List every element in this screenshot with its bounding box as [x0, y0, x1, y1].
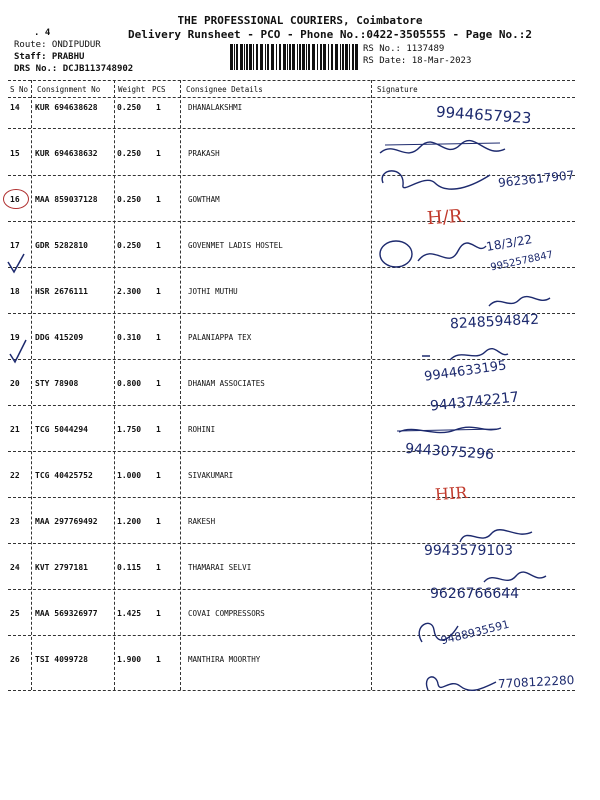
handwritten-phone: 7708122280 — [497, 673, 575, 691]
row-weight: 0.250 — [117, 103, 142, 112]
row-weight: 1.750 — [117, 425, 142, 434]
row-sno: 25 — [10, 609, 20, 618]
row-consignee: DHANALAKSHMI — [188, 103, 243, 112]
row-pcs: 1 — [156, 149, 161, 158]
row-consignee: DHANAM ASSOCIATES — [188, 379, 265, 388]
row-consignment: TSI 4099728 — [35, 655, 88, 664]
row-weight: 2.300 — [117, 287, 142, 296]
handwritten-phone: 9943579103 — [424, 543, 514, 559]
row-consignment: HSR 2676111 — [35, 287, 88, 296]
row-sno: 20 — [10, 379, 20, 388]
row-consignee: ROHINI — [188, 425, 216, 434]
row-weight: 0.800 — [117, 379, 142, 388]
row-sno: 16 — [10, 195, 20, 204]
row-weight: 0.250 — [117, 149, 142, 158]
table-row — [0, 425, 600, 471]
row-sno: 24 — [10, 563, 20, 572]
handwritten-phone: 9944633195 — [423, 358, 508, 385]
signature-scribble — [420, 670, 498, 698]
row-divider — [8, 128, 575, 129]
handwritten-phone: 9443742217 — [429, 389, 520, 415]
rs-date: RS Date: 18-Mar-2023 — [363, 56, 472, 66]
row-consignment: GDR 5282810 — [35, 241, 88, 250]
row-consignee: PRAKASH — [188, 149, 220, 158]
row-pcs: 1 — [156, 333, 161, 342]
column-header-sno: S No — [10, 85, 29, 94]
row-weight: 0.115 — [117, 563, 142, 572]
handwritten-mark: H/R — [426, 205, 464, 230]
row-pcs: 1 — [156, 379, 161, 388]
check-mark-icon — [6, 252, 26, 274]
row-pcs: 1 — [156, 287, 161, 296]
row-sno: 18 — [10, 287, 20, 296]
column-header-pcs: PCS — [152, 85, 166, 94]
table-row — [0, 609, 600, 655]
column-header-weight: Weight — [118, 85, 146, 94]
row-sno: 23 — [10, 517, 20, 526]
drs-number: DRS No.: DCJB113748902 — [14, 64, 134, 74]
handwritten-phone: 9626766644 — [430, 586, 520, 602]
circle-mark — [3, 189, 29, 209]
row-divider — [8, 497, 575, 498]
row-weight: 0.250 — [117, 195, 142, 204]
table-row — [0, 195, 600, 241]
runsheet-title — [34, 28, 600, 41]
handwritten-mark: HIR — [434, 482, 468, 505]
table-header-line — [8, 97, 575, 98]
row-sno: 21 — [10, 425, 20, 434]
row-consignment: TCG 5044294 — [35, 425, 88, 434]
row-consignee: GOWTHAM — [188, 195, 220, 204]
row-consignment: KVT 2797181 — [35, 563, 88, 572]
row-consignment: DDG 415209 — [35, 333, 84, 342]
row-consignment: TCG 40425752 — [35, 471, 93, 480]
handwritten-phone: 8248594842 — [449, 311, 540, 333]
row-pcs: 1 — [156, 195, 161, 204]
row-consignee: GOVENMET LADIS HOSTEL — [188, 241, 283, 250]
row-consignee: JOTHI MUTHU — [188, 287, 238, 296]
row-consignee: RAKESH — [188, 517, 216, 526]
row-consignment: MAA 297769492 — [35, 517, 98, 526]
signature-scribble — [375, 135, 515, 165]
route-label: Route: ONDIPUDUR — [14, 40, 101, 50]
runsheet-title-text: Delivery Runsheet - PCO - Phone No.:0422-3505555 - Page No.:2 — [128, 28, 532, 41]
row-pcs: 1 — [156, 609, 161, 618]
barcode — [230, 44, 360, 70]
row-pcs: 1 — [156, 103, 161, 112]
row-consignee: COVAI COMPRESSORS — [188, 609, 265, 618]
row-sno: 14 — [10, 103, 20, 112]
handwritten-phone: 9623617907 — [497, 168, 575, 190]
staff-label: Staff: PRABHU — [14, 52, 85, 62]
row-consignment: KUR 694638632 — [35, 149, 98, 158]
row-pcs: 1 — [156, 425, 161, 434]
signature-scribble — [375, 163, 495, 197]
row-pcs: 1 — [156, 563, 161, 572]
table-row — [0, 333, 600, 379]
row-pcs: 1 — [156, 241, 161, 250]
row-sno: 17 — [10, 241, 20, 250]
signature-scribble — [484, 292, 554, 312]
row-weight: 0.310 — [117, 333, 142, 342]
row-divider — [8, 221, 575, 222]
handwritten-phone: 9443075296 — [404, 440, 495, 464]
table-row — [0, 471, 600, 517]
company-title: THE PROFESSIONAL COURIERS, Coimbatore — [177, 14, 423, 27]
column-header-consignee: Consignee Details — [186, 85, 263, 94]
row-weight: 1.000 — [117, 471, 142, 480]
row-consignee: THAMARAI SELVI — [188, 563, 252, 572]
handwritten-phone: 9488935591 — [439, 617, 511, 648]
row-pcs: 1 — [156, 655, 161, 664]
signature-scribble — [395, 422, 505, 440]
signature-scribble — [378, 236, 488, 276]
row-consignee: SIVAKUMARI — [188, 471, 234, 480]
row-weight: 0.250 — [117, 241, 142, 250]
rs-number: RS No.: 1137489 — [363, 44, 445, 54]
row-consignment: KUR 694638628 — [35, 103, 98, 112]
row-consignment: MAA 569326977 — [35, 609, 98, 618]
row-consignee: PALANIAPPA TEX — [188, 333, 252, 342]
handwritten-phone: 9944657923 — [435, 102, 532, 128]
row-sno: 26 — [10, 655, 20, 664]
column-header-signature: Signature — [377, 85, 418, 94]
table-top-line — [8, 80, 575, 81]
row-pcs: 1 — [156, 517, 161, 526]
row-sno: 19 — [10, 333, 20, 342]
handwritten-date: 18/3/22 — [485, 232, 534, 254]
check-mark-icon — [8, 338, 28, 364]
row-pcs: 1 — [156, 471, 161, 480]
row-weight: 1.900 — [117, 655, 142, 664]
row-weight: 1.425 — [117, 609, 142, 618]
handwritten-phone: 9952578847 — [489, 249, 555, 274]
corner-mark: . 4 — [34, 28, 51, 38]
row-sno: 15 — [10, 149, 20, 158]
row-weight: 1.200 — [117, 517, 142, 526]
row-sno: 22 — [10, 471, 20, 480]
column-header-consignment: Consignment No — [37, 85, 101, 94]
row-consignee: MANTHIRA MOORTHY — [188, 655, 261, 664]
row-consignment: STY 78908 — [35, 379, 79, 388]
row-consignment: MAA 859037128 — [35, 195, 98, 204]
